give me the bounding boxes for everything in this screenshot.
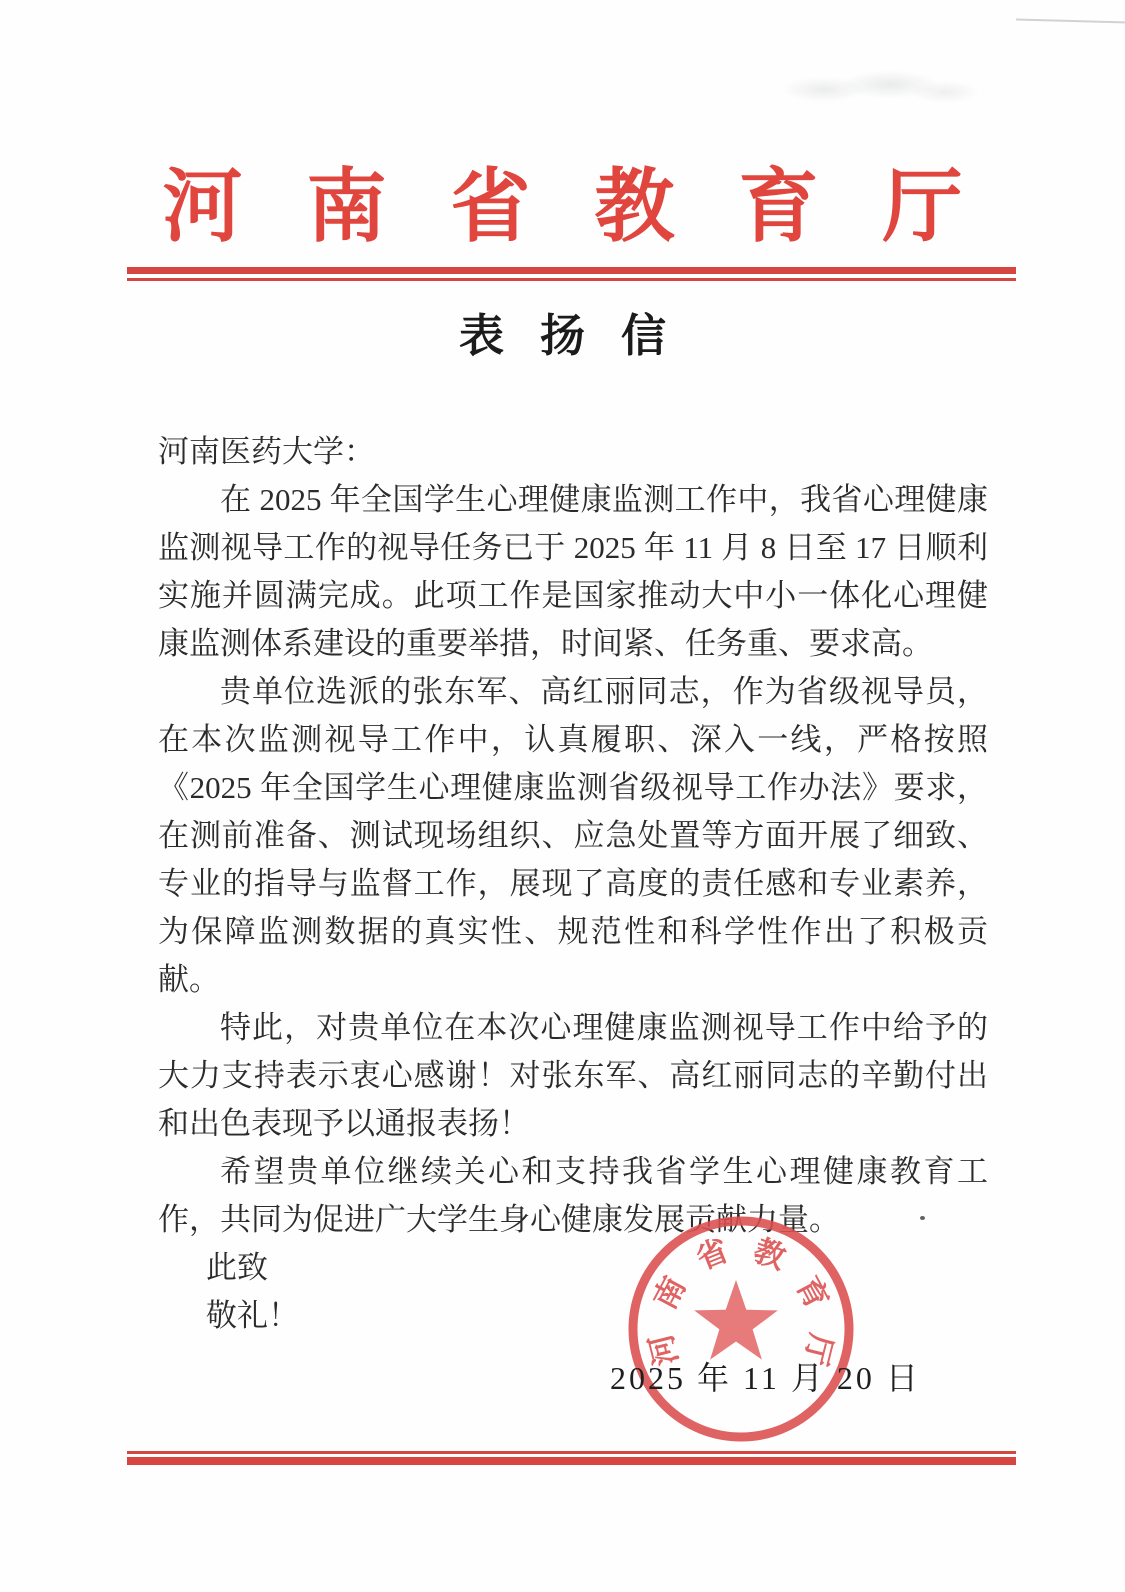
seal-char: 河 [642, 1330, 685, 1369]
footer-divider [127, 1451, 1016, 1465]
seal-char: 厅 [797, 1330, 840, 1369]
letter-paragraph: 特此，对贵单位在本次心理健康监测视导工作中给予的大力支持表示衷心感谢！对张东军、高红丽同志的辛勤付出和出色表现予以通报表扬！ [158, 1010, 988, 1141]
scan-artifact-line [1016, 19, 1125, 24]
letter-paragraph: 在 2025 年全国学生心理健康监测工作中，我省心理健康监测视导工作的视导任务已于 2025 年 11 月 8 日至 17 日顺利实施并圆满完成。此项工作是国家推动大中小一体化心理健康监测体系建设的重要举措，时间紧、任务重、要求高。 [158, 482, 988, 661]
closing-regards: 敬礼！ [206, 1298, 300, 1333]
seal-char: 育 [789, 1270, 836, 1315]
salutation: 河南医药大学： [158, 434, 375, 469]
letterhead-divider [127, 267, 1016, 281]
closing-salute: 此致 [206, 1250, 269, 1285]
seal-char: 南 [646, 1270, 693, 1315]
official-seal [624, 1212, 858, 1446]
letter-date: 2025 年 11 月 20 日 [610, 1360, 921, 1396]
document-title: 表扬信 [458, 311, 702, 361]
red-star-icon [694, 1280, 778, 1360]
seal-char: 省 [691, 1232, 734, 1277]
letterhead-org-title: 河南省教育厅 [162, 164, 1027, 252]
seal-char: 教 [749, 1232, 791, 1277]
letter-paragraph: 贵单位选派的张东军、高红丽同志，作为省级视导员，在本次监测视导工作中，认真履职、深入一线，严格按照 《2025 年全国学生心理健康监测省级视导工作办法》要求，在测前准备、测试现场组织、应急处置等方面开展了细致、专业的指导与监督工作，展现了高度的责任感和专业素养，为保障监测数据的真实性、规范性和科学性作出了积极贡献。 [158, 674, 988, 997]
divider-thin-bar [127, 278, 1016, 281]
scan-artifact-smudge [758, 62, 978, 112]
divider-thick-bar [127, 1457, 1016, 1465]
divider-thick-bar [127, 267, 1016, 274]
letter-paragraph: 希望贵单位继续关心和支持我省学生心理健康教育工作，共同为促进广大学生身心健康发展贡献力量。 [158, 1154, 988, 1237]
letter-body [158, 428, 988, 1340]
